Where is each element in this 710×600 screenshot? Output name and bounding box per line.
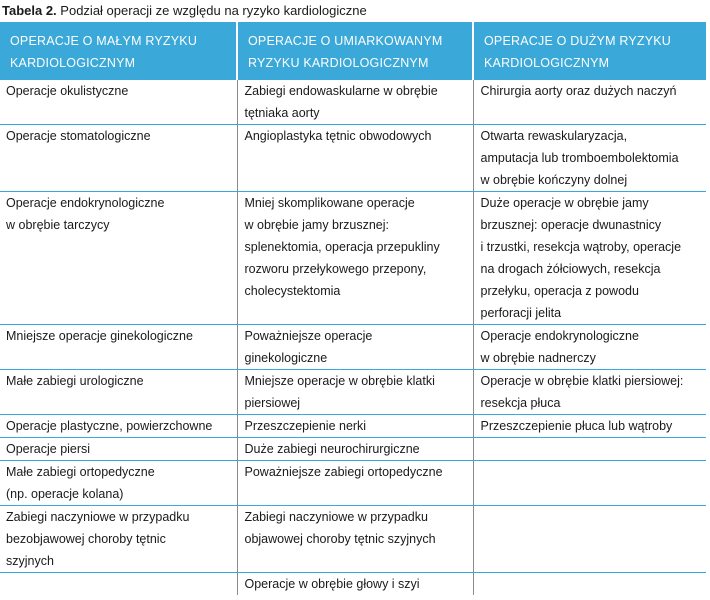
moderate-risk-cell: Mniej skomplikowane operacje w obrębie jamy brzusznej: splenektomia, operacja przepukliny rozworu przełykowego przepony, cholecystektomia: [237, 192, 473, 325]
caption-label: Tabela 2.: [2, 3, 57, 18]
table-row: [0, 370, 706, 415]
table-row: [0, 461, 706, 506]
table-row: [0, 415, 706, 438]
low-risk-cell: Operacje stomatologiczne: [0, 125, 237, 192]
low-risk-cell: Zabiegi naczyniowe w przypadku bezobjawowej choroby tętnic szyjnych: [0, 506, 237, 573]
moderate-risk-cell: Angioplastyka tętnic obwodowych: [237, 125, 473, 192]
high-risk-cell: Operacje w obrębie klatki piersiowej: resekcja płuca: [473, 370, 706, 415]
low-risk-cell: Operacje piersi: [0, 438, 237, 461]
header-low-risk: OPERACJE O MAŁYM RYZYKU KARDIOLOGICZNYM: [0, 22, 237, 80]
low-risk-cell: Operacje plastyczne, powierzchowne: [0, 415, 237, 438]
high-risk-cell: [473, 461, 706, 506]
low-risk-cell: Operacje okulistyczne: [0, 80, 237, 125]
table-row: [0, 438, 706, 461]
moderate-risk-cell: Duże zabiegi neurochirurgiczne: [237, 438, 473, 461]
header-high-risk: OPERACJE O DUŻYM RYZYKU KARDIOLOGICZNYM: [473, 22, 706, 80]
high-risk-cell: Chirurgia aorty oraz dużych naczyń: [473, 80, 706, 125]
table-row: [0, 506, 706, 573]
high-risk-cell: Przeszczepienie płuca lub wątroby: [473, 415, 706, 438]
low-risk-cell: [0, 573, 237, 596]
high-risk-cell: Duże operacje w obrębie jamy brzusznej: operacje dwunastnicy i trzustki, resekcja wątroby, operacje na drogach żółciowych, resekcja przełyku, operacja z powodu perforacji jelita: [473, 192, 706, 325]
table-row: [0, 573, 706, 596]
high-risk-cell: [473, 506, 706, 573]
moderate-risk-cell: Operacje w obrębie głowy i szyi: [237, 573, 473, 596]
moderate-risk-cell: Poważniejsze operacje ginekologiczne: [237, 325, 473, 370]
table-row: [0, 80, 706, 125]
table-caption: [0, 0, 710, 22]
low-risk-cell: Małe zabiegi ortopedyczne (np. operacje kolana): [0, 461, 237, 506]
high-risk-cell: Operacje endokrynologiczne w obrębie nadnerczy: [473, 325, 706, 370]
high-risk-cell: [473, 438, 706, 461]
header-moderate-risk: OPERACJE O UMIARKOWANYM RYZYKU KARDIOLOGICZNYM: [237, 22, 473, 80]
low-risk-cell: Operacje endokrynologiczne w obrębie tarczycy: [0, 192, 237, 325]
table-row: [0, 325, 706, 370]
header-row: [0, 22, 706, 80]
low-risk-cell: Mniejsze operacje ginekologiczne: [0, 325, 237, 370]
table-row: [0, 125, 706, 192]
moderate-risk-cell: Przeszczepienie nerki: [237, 415, 473, 438]
high-risk-cell: Otwarta rewaskularyzacja, amputacja lub tromboembolektomia w obrębie kończyny dolnej: [473, 125, 706, 192]
moderate-risk-cell: Zabiegi endowaskularne w obrębie tętniaka aorty: [237, 80, 473, 125]
table-row: [0, 192, 706, 325]
risk-table: [0, 22, 706, 595]
moderate-risk-cell: Mniejsze operacje w obrębie klatki piersiowej: [237, 370, 473, 415]
moderate-risk-cell: Zabiegi naczyniowe w przypadku objawowej choroby tętnic szyjnych: [237, 506, 473, 573]
moderate-risk-cell: Poważniejsze zabiegi ortopedyczne: [237, 461, 473, 506]
caption-text: Podział operacji ze względu na ryzyko kardiologiczne: [56, 3, 367, 18]
low-risk-cell: Małe zabiegi urologiczne: [0, 370, 237, 415]
high-risk-cell: [473, 573, 706, 596]
